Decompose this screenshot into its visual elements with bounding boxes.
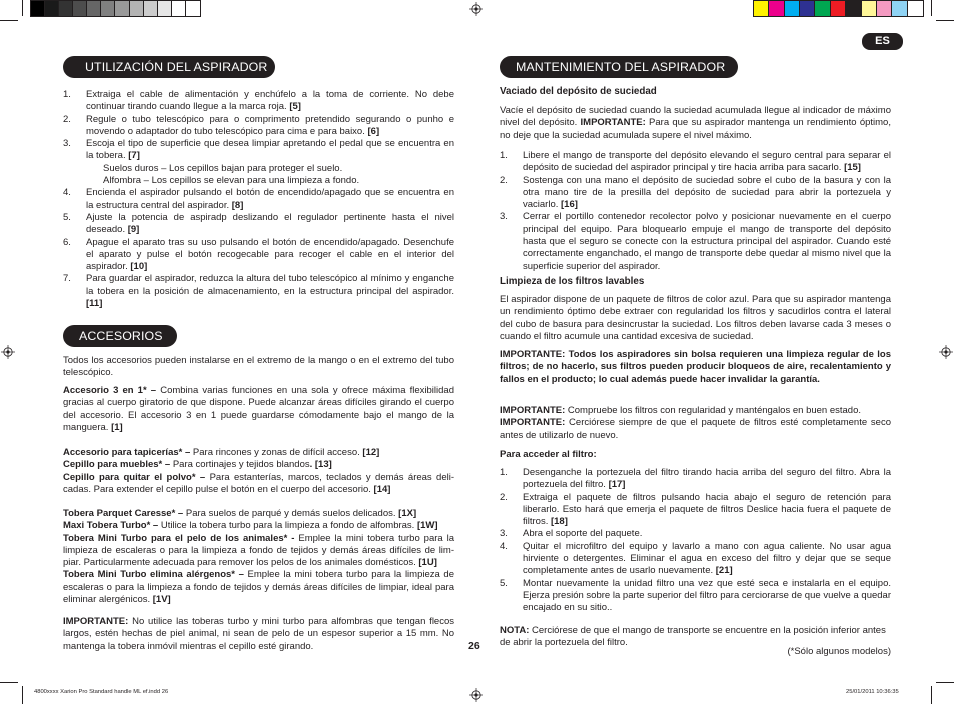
figure-ref: [14] [373, 483, 391, 495]
color-swatch [31, 1, 45, 16]
figure-ref: [5] [289, 101, 301, 113]
list-number: 3. [500, 528, 508, 540]
dusting-brush-label: Cepillo para quitar el polvo* – [63, 471, 206, 483]
list-number: 1. [63, 89, 71, 100]
figure-ref: [11] [86, 298, 103, 310]
color-swatch [815, 1, 830, 16]
list-number: 4. [63, 187, 71, 199]
color-swatch [45, 1, 59, 16]
maxi-turbo-text: Utilice la tobera turbo para la limpieza a fondo de alfombras. [158, 520, 417, 532]
figure-ref: [6] [367, 125, 380, 137]
list-item [63, 138, 454, 187]
surface-option: Alfombra – Los cepillos se elevan para una limpieza a fondo. [103, 175, 360, 187]
parquet-nozzle-text: Para suelos de parqué y demás suelos delicados. [183, 508, 399, 519]
parquet-nozzle-label: Tobera Parquet Caresse* – [63, 508, 184, 519]
list-item [63, 273, 454, 310]
list-text: Cerrar el portillo contenedor recolector polvo y posicionar nuevamente en el cuerpo principal del equipo. Para bloquearlo empuje el mango de transporte del depósito hasta que el seguro se conecte con la estructura principal del aspirador. Cuando esté correctamente enganchado, el mango de transporte debe quedar al mismo nivel que la superficie superior del aspirador. [523, 211, 891, 272]
accessory-3in1 [63, 385, 454, 434]
color-swatch [73, 1, 87, 16]
registration-mark-icon [469, 688, 483, 702]
list-text: Libere el mango de transporte del depósito elevando el seguro central para separar el depósito de suciedad del aspirador principal y tire hacia arriba para sacarlo. [523, 150, 891, 174]
upholstery-text: Para rincones y zonas de difícil acceso. [190, 447, 363, 458]
paragraph-text: Para que su aspirador mantenga un rendimiento óptimo, no deje que la suciedad acumulada supere el nivel máximo. [500, 117, 891, 141]
list-number: 3. [500, 211, 508, 223]
list-text: Quitar el microfiltro del equipo y lavarlo a mano con agua caliente. No usar agua hirviente o detergentes. Eliminar el agua en exceso del filtro y dejar que se seque completamente antes de usarlo nuevamente. [523, 540, 891, 577]
list-text: Desenganche la portezuela del filtro tirando hacia arriba del seguro del filtro. Abra la portezuela del filtro. [523, 467, 891, 491]
crop-mark [936, 20, 954, 21]
list-number: 2. [500, 174, 508, 186]
important-label: IMPORTANTE: [63, 616, 129, 627]
list-item [500, 211, 891, 272]
dusting-brush-text: Para estanterías, marcos, teclados y demás áreas deli-cadas. Para extender el cepillo pulse el botón en el cuerpo del accesorio. [63, 471, 454, 495]
list-item [63, 89, 454, 114]
color-swatch [101, 1, 115, 16]
usage-steps-list [63, 89, 454, 310]
figure-ref: [12] [362, 447, 380, 458]
list-text: Ajuste la potencia de aspiradp deslizando el regulador pertinente hasta el nivel deseado. [86, 211, 454, 236]
accessories-important-note [63, 616, 454, 653]
color-swatch [158, 1, 172, 16]
important-label: IMPORTANTE: [500, 417, 566, 429]
list-text: Extraiga el cable de alimentación y enchúfelo a la toma de corriente. No debe continuar tirando cuando llegue a la marca roja. [86, 89, 454, 113]
list-text: Apague el aparato tras su uso pulsando el botón de encendido/apagado. Desenchufe el aparato y pulse el botón recogecable para recoger el cable en el interior del aspirador. [86, 236, 454, 273]
crop-mark [22, 0, 23, 16]
accessory-nozzles [63, 508, 454, 606]
accessory-brushes [63, 447, 454, 496]
list-number: 5. [63, 211, 71, 223]
list-number: 2. [500, 491, 508, 503]
list-number: 6. [63, 236, 71, 248]
file-slug: 4800xxxx Xarion Pro Standard handle ML ef.indd 26 [34, 689, 169, 695]
figure-ref: [7] [128, 150, 140, 162]
washable-filters-paragraph: El aspirador dispone de un paquete de filtros de color azul. Para que su aspirador mantenga un rendimiento óptimo debe extraer con regularidad los filtros y sacudirlos contra el lateral del cubo de basura para desincrustar la suciedad. Los filtros deben lavarse cada 3 meses o cuando el filtro acumule una cantidad excesiva de suciedad. [500, 294, 891, 342]
maxi-turbo-label: Maxi Tobera Turbo* – [63, 520, 159, 532]
color-swatch [115, 1, 129, 16]
accessory-3in1-label: Accesorio 3 en 1* – [63, 385, 157, 396]
figure-ref: [18] [550, 516, 568, 528]
mini-turbo-pet-label: Tobera Mini Turbo para el pelo de los animales* - [63, 532, 295, 544]
color-swatch [130, 1, 144, 16]
figure-ref: [8] [231, 199, 244, 211]
list-item [63, 212, 454, 237]
paragraph-text: Vacíe el depósito de suciedad cuando la suciedad acumulada llegue al indicador de máximo nivel del depósito. [500, 105, 891, 129]
color-swatch [846, 1, 861, 16]
section-heading-maintenance: MANTENIMIENTO DEL ASPIRADOR [500, 56, 738, 78]
important-label: IMPORTANTE: [500, 405, 566, 416]
figure-ref: [16] [561, 199, 578, 211]
grayscale-calibration-bar [30, 0, 201, 17]
color-swatch [769, 1, 784, 16]
color-swatch [908, 1, 923, 16]
color-swatch [785, 1, 800, 16]
list-text: Regule o tubo telescópico para o comprimento pretendido segurando o punho e movendo o adaptador do tubo telescópico para cima e para baixo. [86, 113, 454, 137]
list-number: 2. [63, 113, 71, 125]
color-swatch [877, 1, 892, 16]
color-swatch [59, 1, 73, 16]
accessory-3in1-text: Combina varias funciones en una sola y ofrece máxima flexibilidad gracias al cuerpo giratorio de que dispone. Puede alcanzar áreas difíciles girando el cuerpo del accesorio. El accesorio 3 en 1 puede guardarse cómodamente bajo el mango de la manguera. [63, 385, 454, 433]
color-swatch [892, 1, 907, 16]
furniture-brush-label: Cepillo para muebles* – [63, 459, 171, 471]
mini-turbo-pet-text: Emplee la mini tobera turbo para la limpieza de escaleras o para la limpieza a fondo de tejidos y demás áreas difíciles de lim-piar. Particularmente adecuada para remover los pelos de los animales domésticos. [63, 532, 454, 569]
color-swatch [831, 1, 846, 16]
list-text: Para guardar el aspirador, reduzca la altura del tubo telescópico al mínimo y enganche la tobera en la posición de almacenamiento, en la estructura principal del aspirador. [86, 273, 454, 297]
color-calibration-bar [753, 0, 924, 17]
list-item [500, 528, 891, 540]
list-number: 4. [500, 540, 508, 552]
filter-access-steps-list [500, 467, 891, 615]
figure-ref: [1U] [418, 557, 437, 569]
print-datetime: 25/01/2011 10:36:35 [846, 689, 899, 695]
furniture-brush-text: Para cortinajes y tejidos blandos [170, 459, 310, 471]
list-text: Sostenga con una mano el depósito de suciedad sobre el cubo de la basura y con la otra mano tire de la presilla del depósito de suciedad para abrir la portezuela y vaciarlo. [523, 174, 891, 211]
list-item [63, 187, 454, 212]
figure-ref: [10] [130, 261, 148, 273]
list-item [63, 237, 454, 274]
registration-mark-icon [469, 2, 483, 16]
mini-turbo-allergen-text: Emplee la mini tobera turbo para la limpieza de escaleras o para la limpieza a fondo de tejidos y demás áreas difíciles de limpiar, ideal para eliminar alergénicos. [63, 569, 454, 606]
section-heading-accessories: ACCESORIOS [63, 325, 177, 347]
color-swatch [862, 1, 877, 16]
empty-container-intro [500, 105, 891, 142]
crop-mark [931, 0, 932, 16]
color-swatch [754, 1, 769, 16]
list-text: Extraiga el paquete de filtros pulsando hacia abajo el seguro de retención para liberarlo. Esto hará que emerja el paquete de filtros Deslice hacia fuera el paquete de filtros. [523, 491, 891, 528]
crop-mark [936, 682, 954, 683]
figure-ref: [1X] [398, 508, 417, 519]
upholstery-label: Accesorio para tapicerías* – [63, 447, 191, 458]
list-text: Montar nuevamente la unidad filtro una vez que esté seca e instalarla en el equipo. Ejerza presión sobre la parte superior del filtro para cerciorarse de que vuelve a quedar encajado en su sitio.. [523, 577, 891, 614]
registration-mark-icon [1, 345, 15, 359]
list-item [500, 492, 891, 529]
figure-ref: [21] [715, 565, 733, 577]
list-number: 3. [63, 138, 71, 150]
list-number: 1. [500, 150, 508, 161]
surface-option: Suelos duros – Los cepillos bajan para proteger el suelo. [103, 162, 343, 174]
list-item [500, 467, 891, 492]
figure-ref: [17] [608, 479, 626, 491]
color-swatch [186, 1, 200, 16]
figure-ref: [1V] [152, 594, 171, 606]
note-label: NOTA: [500, 625, 530, 636]
list-text: Abra el soporte del paquete. [523, 528, 643, 540]
section-heading-usage: UTILIZACIÓN DEL ASPIRADOR [63, 56, 275, 78]
subheading-washable-filters: Limpieza de los filtros lavables [500, 276, 645, 287]
figure-ref: [15] [844, 162, 861, 174]
crop-mark [931, 686, 932, 704]
list-text: Encienda el aspirador pulsando el botón de encendido/apagado que se encuentra en la estructura central del aspirador. [86, 187, 454, 211]
list-number: 7. [63, 273, 71, 285]
filters-important-notes [500, 405, 891, 442]
important-text: Compruebe los filtros con regularidad y manténgalos en buen estado. [565, 405, 861, 416]
figure-ref: [1W] [416, 520, 438, 532]
models-footnote: (*Sólo algunos modelos) [787, 646, 891, 657]
figure-ref: . [13] [309, 459, 332, 471]
list-item [500, 175, 891, 212]
crop-mark [0, 682, 18, 683]
crop-mark [22, 686, 23, 704]
list-item [500, 541, 891, 578]
important-text: Cerciórese siempre de que el paquete de filtros esté completamente seco antes de utilizarlo de nuevo. [500, 417, 891, 441]
figure-ref: [9] [127, 224, 140, 236]
list-item [63, 114, 454, 139]
language-badge: ES [862, 33, 903, 50]
registration-mark-icon [939, 345, 953, 359]
list-item [500, 150, 891, 175]
color-swatch [144, 1, 158, 16]
list-number: 5. [500, 577, 508, 589]
color-swatch [800, 1, 815, 16]
filters-warranty-warning: IMPORTANTE: Todos los aspiradores sin bolsa requieren una limpieza regular de los filtros; de no hacerlo, sus filtros pueden producir bloqueos de aire, recalentamiento y fallos en el producto; lo cual además puede hacer invalidar la garantía. [500, 349, 891, 385]
color-swatch [87, 1, 101, 16]
list-text: Escoja el tipo de superficie que desea limpiar apretando el pedal que se encuentra en la tobera. [86, 138, 454, 162]
important-label: IMPORTANTE: [580, 117, 646, 129]
accessories-intro: Todos los accesorios pueden instalarse en el extremo de la mango o en el extremo del tubo telescópico. [63, 355, 454, 379]
note-text: Cerciórese de que el mango de transporte se encuentre en la posición inferior antes de abrir la portezuela del filtro. [500, 625, 886, 649]
empty-container-steps-list [500, 150, 891, 273]
subheading-empty-dust-container: Vaciado del depósito de suciedad [500, 86, 657, 97]
color-swatch [172, 1, 186, 16]
list-item [500, 578, 891, 615]
crop-mark [0, 20, 18, 21]
subheading-access-filter: Para acceder al filtro: [500, 449, 597, 460]
page-number: 26 [468, 640, 480, 652]
figure-ref: [1] [111, 421, 123, 433]
list-number: 1. [500, 467, 508, 478]
mini-turbo-allergen-label: Tobera Mini Turbo elimina alérgenos* – [63, 569, 244, 581]
important-text: No utilice las toberas turbo y mini turbo para alfombras que tengan flecos largos, estén hechas de piel animal, ni sean de pelo de un espesor superior a 15 mm. No mantenga la tobera inmóvil mientras el cepillo esté girando. [63, 616, 454, 652]
